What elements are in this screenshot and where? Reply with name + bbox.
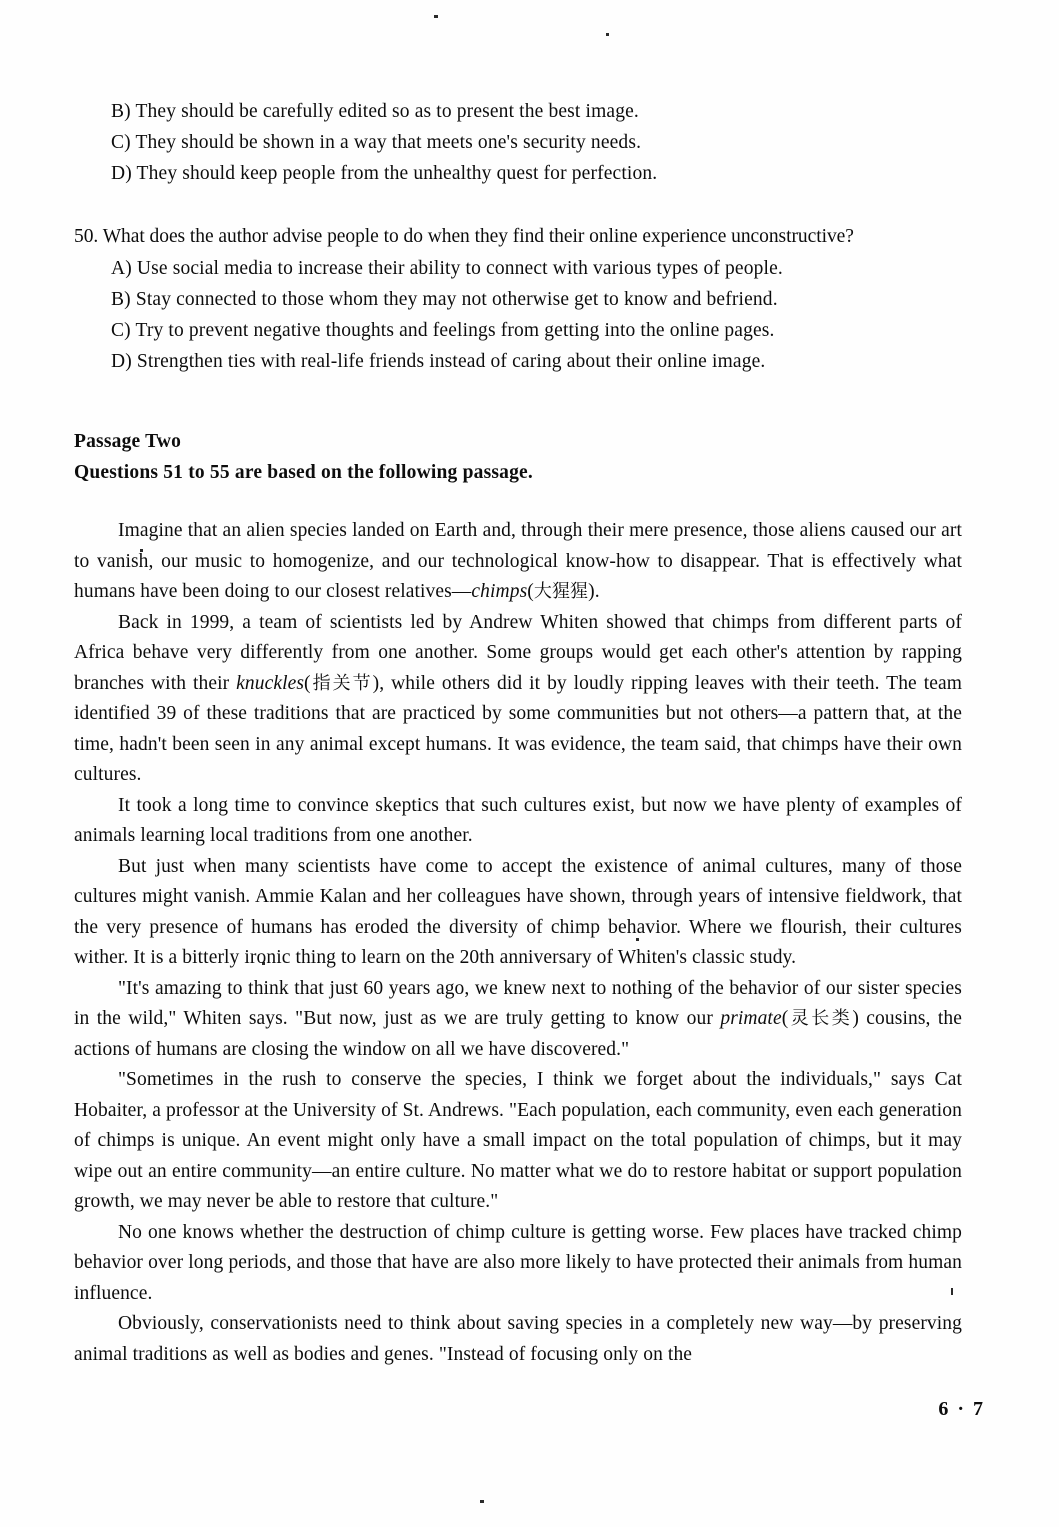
passage-instruction: Questions 51 to 55 are based on the following passage. <box>74 462 533 483</box>
question-50-stem: 50. What does the author advise people to do when they find their online experience unconstructive? <box>74 226 854 247</box>
page-number: 6 · 7 <box>938 1398 985 1420</box>
option-b[interactable]: B) Stay connected to those whom they may not otherwise get to know and befriend. <box>111 289 778 310</box>
question-50 <box>74 221 962 377</box>
passage-paragraph: But just when many scientists have come to accept the existence of animal cultures, many of those cultures might vanish. Ammie Kalan and her colleagues have shown, through years of intensive fieldwork, that the very presence of humans has eroded the diversity of chimp behavior. Where we flourish, their cultures wither. It is a bitterly ironic thing to learn on the 20th anniversary of Whiten's classic study. <box>74 855 962 968</box>
scan-speck <box>606 33 609 36</box>
option-c[interactable]: C) They should be shown in a way that meets one's security needs. <box>111 132 642 153</box>
passage-label: Passage Two <box>74 431 182 452</box>
passage-paragraph: "Sometimes in the rush to conserve the species, I think we forget about the individuals," says Cat Hobaiter, a professor at the University of St. Andrews. "Each population, each community, even each generation of chimps is unique. An event might only have a small impact on the total population of chimps, but it may wipe out an entire community—an entire culture. No matter what we do to restore habitat or support population growth, we may never be able to restore that culture." <box>74 1069 962 1212</box>
option-a[interactable]: A) Use social media to increase their ability to connect with various types of people. <box>111 258 783 279</box>
passage-paragraph: Imagine that an alien species landed on Earth and, through their mere presence, those aliens caused our art to vanish, our music to homogenize, and our technological know-how to disappear. That is effectively what humans have been doing to our closest relatives—chimps(大猩猩). <box>74 520 962 602</box>
passage-body <box>74 516 962 1370</box>
page-content <box>74 96 962 1370</box>
passage-paragraph: Back in 1999, a team of scientists led by Andrew Whiten showed that chimps from different parts of Africa behave very differently from one another. Some groups would get each other's attention by rapping branches with their knuckles(指关节), while others did it by loudly ripping leaves with their teeth. The team identified 39 of these traditions that are practiced by some communities but not others—a pattern that, at the time, hadn't been seen in any animal except humans. It was evidence, the team said, that chimps have their own cultures. <box>74 611 962 785</box>
passage-paragraph: It took a long time to convince skeptics that such cultures exist, but now we have plenty of examples of animals learning local traditions from one another. <box>74 794 962 846</box>
question-49-options <box>74 96 962 189</box>
passage-paragraph: Obviously, conservationists need to think about saving species in a completely new way—by preserving animal traditions as well as bodies and genes. "Instead of focusing only on the <box>74 1313 962 1365</box>
option-b[interactable]: B) They should be carefully edited so as to present the best image. <box>111 101 639 122</box>
passage-paragraph: "It's amazing to think that just 60 years ago, we knew next to nothing of the behavior of our sister species in the wild," Whiten says. "But now, just as we are truly getting to know our primate(灵长类) cousins, the actions of humans are closing the window on all we have discovered." <box>74 977 963 1060</box>
option-d[interactable]: D) They should keep people from the unhealthy quest for perfection. <box>111 163 658 184</box>
scan-speck <box>434 15 438 18</box>
passage-paragraph: No one knows whether the destruction of chimp culture is getting worse. Few places have tracked chimp behavior over long periods, and those that have are also more likely to have protected their animals from human influence. <box>74 1221 962 1304</box>
option-d[interactable]: D) Strengthen ties with real-life friends instead of caring about their online image. <box>111 351 766 372</box>
option-c[interactable]: C) Try to prevent negative thoughts and feelings from getting into the online pages. <box>111 320 775 341</box>
question-50-options <box>74 253 962 377</box>
scan-speck <box>480 1500 484 1503</box>
